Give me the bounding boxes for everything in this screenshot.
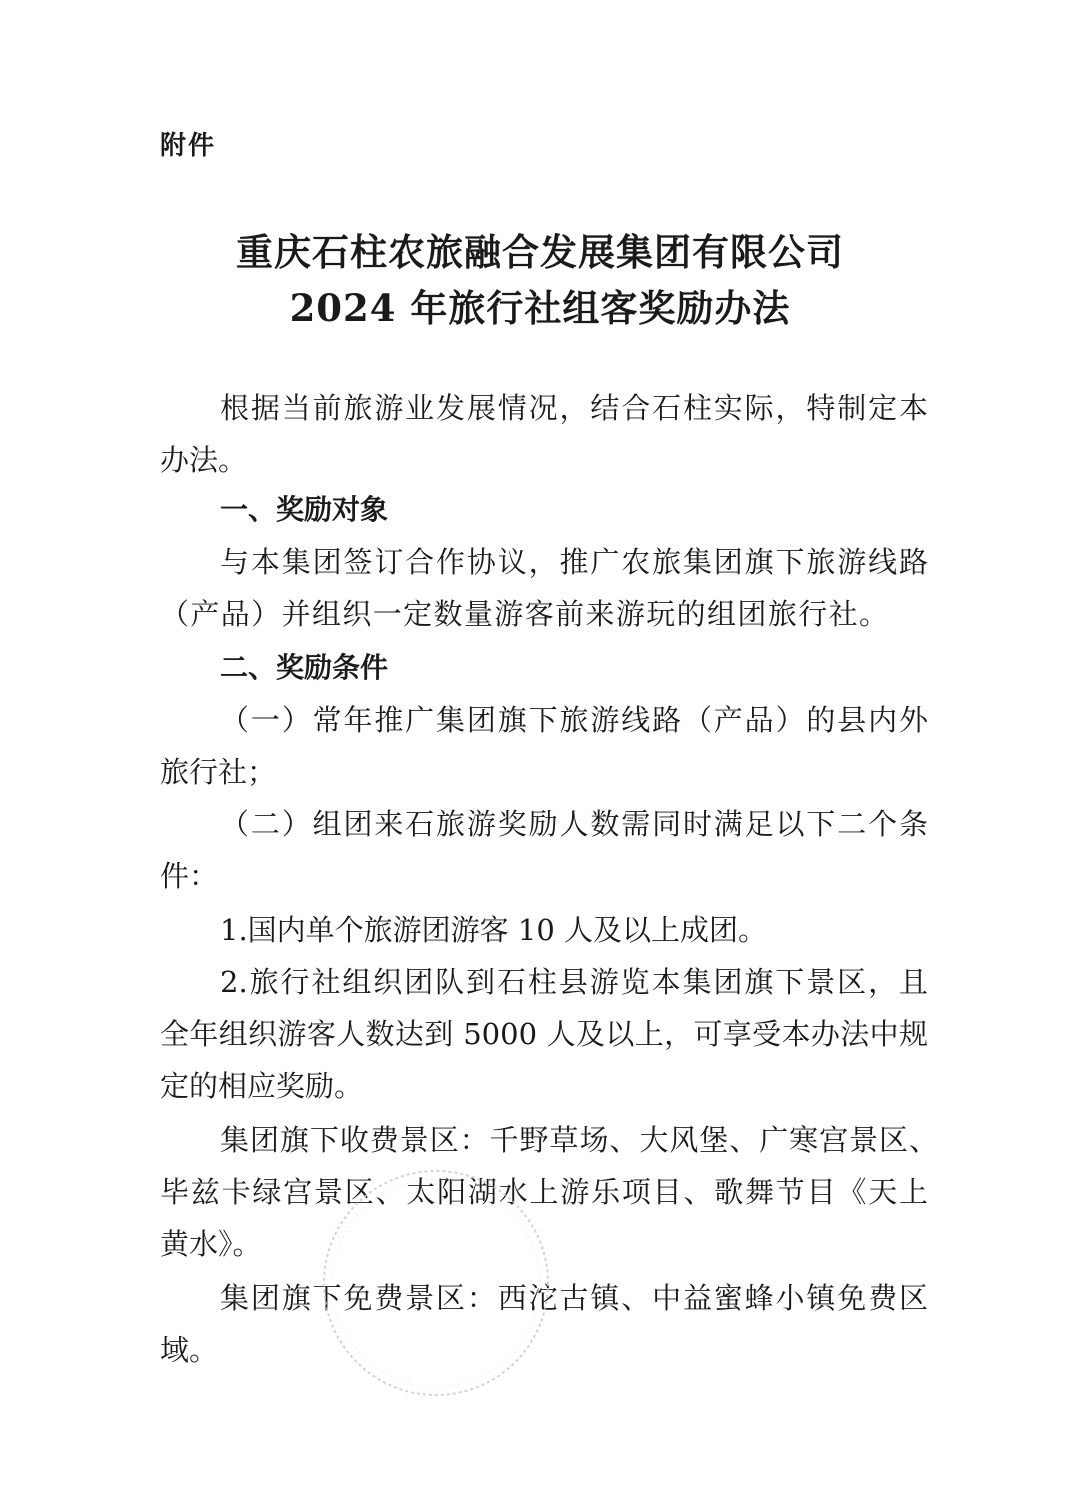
paid-scenic-line-2: 毕兹卡绿宫景区、太阳湖水上游乐项目、歌舞节目《天上 (160, 1175, 928, 1209)
document-title-line1: 重庆石柱农旅融合发展集团有限公司 (236, 230, 844, 274)
section1-line-1: 与本集团签订合作协议，推广农旅集团旗下旅游线路 (220, 545, 928, 579)
condition-2-line-2: 全年组织游客人数达到 5000 人及以上，可享受本办法中规 (160, 1017, 928, 1051)
intro-line-2: 办法。 (160, 443, 248, 477)
paid-scenic-line-1: 集团旗下收费景区：千野草场、大风堡、广寒宫景区、 (220, 1123, 938, 1157)
document-title-line2: 2024 年旅行社组客奖励办法 (289, 286, 791, 330)
condition-2-line-1: 2.旅行社组织团队到石柱县游览本集团旗下景区，且 (220, 965, 928, 999)
official-seal-stamp (318, 1165, 554, 1401)
section2-heading: 二、奖励条件 (220, 651, 389, 684)
paid-scenic-line-3: 黄水》。 (160, 1227, 262, 1261)
section2-item2-line-1: （二）组团来石旅游奖励人数需同时满足以下二个条 (220, 807, 928, 841)
section2-item1-line-1: （一）常年推广集团旗下旅游线路（产品）的县内外 (220, 703, 928, 737)
free-scenic-line-1: 集团旗下免费景区：西沱古镇、中益蜜蜂小镇免费区 (220, 1281, 928, 1315)
condition-1: 1.国内单个旅游团游客 10 人及以上成团。 (220, 913, 768, 947)
attachment-label: 附件 (160, 131, 217, 161)
intro-line-1: 根据当前旅游业发展情况，结合石柱实际，特制定本 (220, 391, 928, 425)
condition-2-line-3: 定的相应奖励。 (160, 1069, 364, 1103)
free-scenic-line-2: 域。 (160, 1333, 219, 1367)
section1-line-2: （产品）并组织一定数量游客前来游玩的组团旅行社。 (160, 597, 888, 631)
section1-heading: 一、奖励对象 (220, 493, 389, 526)
section2-item1-line-2: 旅行社； (160, 755, 277, 789)
section2-item2-line-2: 件： (160, 859, 219, 893)
